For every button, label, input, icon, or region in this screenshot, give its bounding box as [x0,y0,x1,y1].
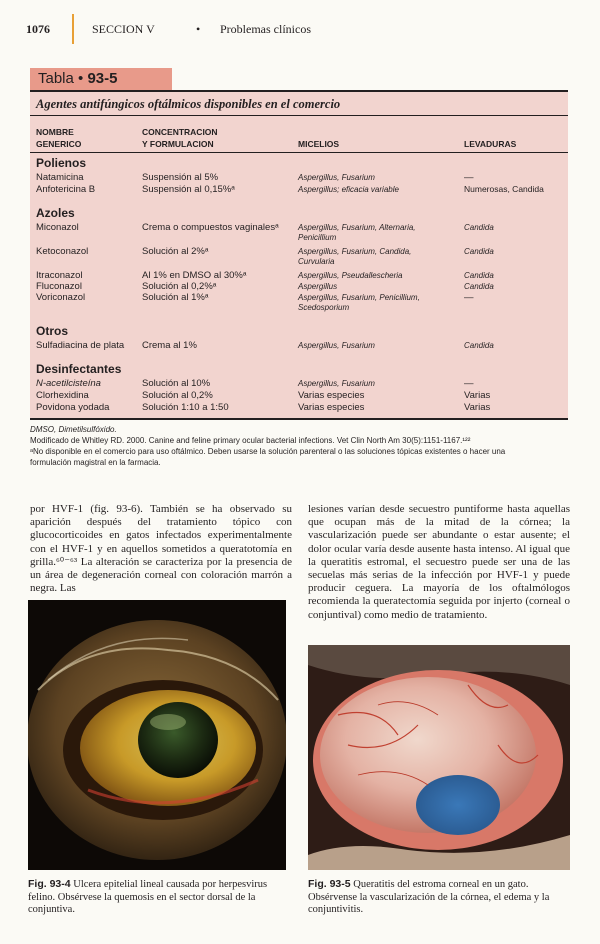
row-conc: Solución 1:10 a 1:50 [142,402,229,413]
row-conc: Suspensión al 5% [142,172,219,183]
header-bullet: • [196,22,201,36]
row-mic: Varias especies [298,402,365,413]
row-lev: Numerosas, Candida [464,184,544,194]
header-rule [30,152,568,153]
row-conc: Solución al 2%ᵃ [142,246,209,257]
note-footnote: ᵃNo disponible en el comercio para uso oftálmico. Deben usarse la solución parenteral o las soluciones tópicas existentes o hacer una [30,447,506,456]
table-body [30,92,568,422]
row-lev: Candida [464,247,494,256]
row-mic: Aspergillus, Fusarium, Candida, Curvularia [298,247,412,266]
col-header-conc [142,126,218,150]
figure-93-5-label: Fig. 93-5 [308,878,351,890]
row-lev: Varias [464,390,491,401]
body-text-left: por HVF-1 (fig. 93-6). También se ha observado su aparición después del tratamiento tópico con glucocorticoides en gatos infectados experimentalmente con el HVF-1 y en aquellos sometidos a queratotomía en grilla.⁶⁰⁻⁶³ La alteración se caracteriza por la presencia de un área de degeneración corneal con coloración marrón a negra. Las [30,503,292,595]
col-header-name-1: NOMBRE [36,127,74,137]
row-mic: Varias especies [298,390,365,401]
col-header-conc-2: Y FORMULACION [142,139,214,149]
col-header-micelios: MICELIOS [298,139,340,149]
row-mic: Aspergillus, Fusarium, Alternaria, Penicillium [298,223,416,242]
row-conc: Suspensión al 0,15%ᵃ [142,184,235,195]
section-desinfectantes: Desinfectantes [36,362,122,376]
row-name: Sulfadiacina de plata [36,340,125,351]
figure-93-4-label: Fig. 93-4 [28,878,71,890]
col-header-levaduras: LEVADURAS [464,139,517,149]
row-name: Fluconazol [36,281,82,292]
row-mic: Aspergillus, Pseudallescheria [298,271,403,280]
header-divider [72,14,74,44]
section-title: Problemas clínicos [220,22,311,36]
row-conc: Solución al 10% [142,378,211,389]
row-conc: Al 1% en DMSO al 30%ᵃ [142,270,247,281]
table-title: Agentes antifúngicos oftálmicos disponibles en el comercio [36,97,341,111]
row-name: Ketoconazol [36,246,89,257]
row-lev: Candida [464,223,494,232]
row-conc: Solución al 0,2% [142,390,213,401]
figure-93-5-photo [308,645,570,870]
table-antifungals [30,90,568,420]
col-header-conc-1: CONCENTRACION [142,127,218,137]
row-lev: — [464,378,474,389]
figure-93-4-text: Ulcera epitelial lineal causada por herpesvirus felino. Obsérvese la quemosis en el sector dorsal de la conjuntiva. [28,879,268,915]
figure-93-5-text: Queratitis del estroma corneal en un gato. Obsérvense la vascularización de la córnea, el edema y la conjuntivitis. [308,879,550,915]
page-number: 1076 [26,22,50,36]
keratitis-illustration [308,645,570,870]
row-lev: — [464,292,474,303]
row-name: Miconazol [36,222,79,233]
row-name: Anfotericina B [36,184,96,195]
row-name: Voriconazol [36,292,86,303]
cat-eye-illustration [28,600,286,870]
row-lev: Candida [464,341,494,350]
body-text-right: lesiones varían desde secuestro puntiforme hasta aquellas que ocupan más de la mitad de la córnea; la vascularización puede ser abundante o estar ausente; el dolor ocular varía desde ausente hasta intenso. Al igual que la queratitis estromal, el secuestro puede ser una de las secuelas más serias de la infección por HVF-1 y puede producir ceguera. La mayoría de los oftalmólogos recomienda la queratectomía seguida por injerto (corneal o conjuntival) como medio de tratamiento. [308,503,570,621]
running-header [26,14,574,44]
row-conc: Crema o compuestos vaginalesᵃ [142,222,279,233]
col-header-name [36,126,81,150]
row-conc: Solución al 0,2%ᵃ [142,281,217,292]
row-mic: Aspergillus, Fusarium [298,173,375,182]
section-otros: Otros [36,324,69,338]
figure-93-4-caption [28,878,290,917]
section-polienos: Polienos [36,156,87,170]
row-conc: Solución al 1%ᵃ [142,292,209,303]
table-label [30,68,172,90]
table-notes [30,424,570,468]
row-conc: Crema al 1% [142,340,197,351]
figure-93-4-photo [28,600,286,870]
note-abbrev: DMSO, Dimetilsulfóxido. [30,425,117,434]
row-lev: Varias [464,402,491,413]
table-label-bullet: • [78,70,84,87]
note-source: Modificado de Whitley RD. 2000. Canine and feline primary ocular bacterial infections. Vet Clin North Am 30(5):1151-1167.¹²² [30,436,471,445]
row-mic: Aspergillus; eficacia variable [298,185,399,194]
section-azoles: Azoles [36,206,75,220]
section-label: SECCION V [92,22,155,36]
table-number: 93-5 [87,70,118,87]
row-name: Itraconazol [36,270,83,281]
table-label-word: Tabla [38,70,74,87]
row-name: Clorhexidina [36,390,89,401]
figure-93-5-caption [308,878,570,917]
row-lev: Candida [464,282,494,291]
row-lev: Candida [464,271,494,280]
row-lev: — [464,172,474,183]
col-header-name-2: GENERICO [36,139,82,149]
row-mic: Aspergillus, Fusarium [298,341,375,350]
row-name: Povidona yodada [36,402,110,413]
row-mic: Aspergillus [298,282,338,291]
row-mic: Aspergillus, Fusarium [298,379,375,388]
note-footnote-cont: formulación magistral en la farmacia. [30,458,161,467]
row-name: N-acetilcisteína [36,378,101,389]
row-name: Natamicina [36,172,84,183]
row-mic: Aspergillus, Fusarium, Penicillium, Scedosporium [298,293,420,312]
